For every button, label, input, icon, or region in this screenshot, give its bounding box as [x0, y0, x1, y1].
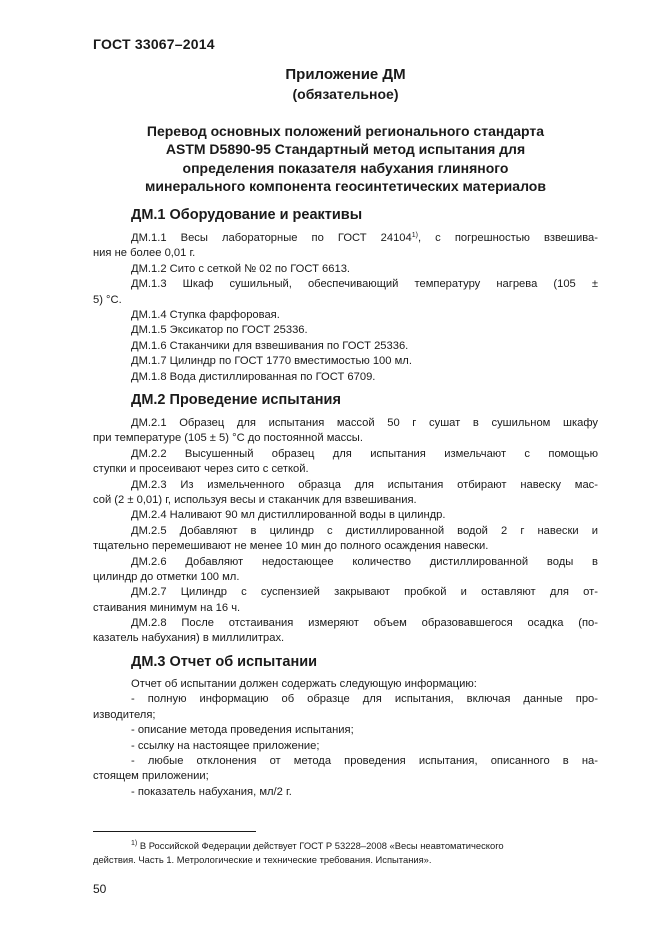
footnote-marker: 1): [131, 840, 138, 847]
paragraph-line: ДМ.1.7 Цилиндр по ГОСТ 1770 вместимостью 100 мл.: [131, 355, 412, 368]
section-heading-procedure: ДМ.2 Проведение испытания: [131, 392, 341, 408]
paragraph-line: ДМ.2.5 Добавляют в цилиндр с дистиллированной водой 2 г навески и: [131, 524, 598, 537]
paragraph-line: ДМ.2.1 Образец для испытания массой 50 г сушат в сушильном шкафу: [131, 417, 598, 429]
paragraph-line: ДМ.2.6 Добавляют недостающее количество дистиллированной воды в: [131, 555, 598, 568]
paragraph-line: 5) °С.: [93, 293, 122, 306]
paragraph-line: ДМ.2.7 Цилиндр с суспензией закрывают пробкой и оставляют для от-: [131, 586, 598, 599]
section-heading-equipment: ДМ.1 Оборудование и реактивы: [131, 207, 363, 223]
paragraph-line: ДМ.2.3 Из измельченного образца для испытания отбирают навеску мас-: [131, 478, 598, 491]
section-body-equipment: [93, 231, 598, 385]
standard-code: ГОСТ 33067–2014: [93, 36, 215, 52]
list-item: - показатель набухания, мл/2 г.: [131, 785, 292, 798]
paragraph-line: цилиндр до отметки 100 мл.: [93, 570, 240, 583]
list-item-continuation: стоящем приложении;: [93, 770, 209, 783]
paragraph-line: ния не более 0,01 г.: [93, 247, 196, 260]
paragraph-line: ДМ.1.5 Эксикатор по ГОСТ 25336.: [131, 324, 308, 337]
document-title-line: ASTM D5890-95 Стандартный метод испытания для: [165, 141, 526, 158]
list-item: - описание метода проведения испытания;: [131, 724, 354, 737]
paragraph-line: казатель набухания) в миллилитрах.: [93, 632, 285, 645]
paragraph-line: ДМ.1.3 Шкаф сушильный, обеспечивающий температуру нагрева (105 ±: [131, 278, 598, 291]
section-heading-report: ДМ.3 Отчет об испытании: [131, 654, 318, 670]
footnote: [93, 839, 598, 866]
paragraph-line: при температуре (105 ± 5) °С до постоянной массы.: [93, 432, 363, 445]
appendix-title: Приложение ДМ: [285, 66, 406, 83]
paragraph-line: Отчет об испытании должен содержать следующую информацию:: [131, 678, 477, 690]
document-title-line: минерального компонента геосинтетических материалов: [145, 178, 546, 195]
paragraph-line: ДМ.2.8 После отстаивания измеряют объем образовавшегося осадка (по-: [131, 617, 598, 630]
footnote-line: действия. Часть 1. Метрологические и технические требования. Испытания».: [93, 853, 432, 865]
list-item: - ссылку на настоящее приложение;: [131, 739, 320, 752]
paragraph-line: ДМ.1.6 Стаканчики для взвешивания по ГОСТ 25336.: [131, 339, 409, 352]
list-item-continuation: изводителя;: [93, 708, 156, 721]
paragraph-line: сой (2 ± 0,01) г, используя весы и стаканчик для взвешивания.: [93, 493, 417, 506]
page-number: 50: [93, 882, 107, 896]
section-body-report: [93, 677, 598, 800]
footnote-marker: 1): [411, 232, 418, 239]
paragraph-line: ДМ.1.1 Весы лабораторные по ГОСТ 24104$^{1)}$, с погрешностью взвешива-: [131, 232, 598, 244]
footnote-line: $^{1)}$ В Российской Федерации действует ГОСТ Р 53228–2008 «Весы неавтоматического: [131, 840, 504, 851]
paragraph-line: ступки и просеивают через сито с сеткой.: [93, 463, 309, 476]
list-item: - полную информацию об образце для испытания, включая данные про-: [131, 693, 598, 706]
appendix-status: (обязательное): [292, 86, 399, 102]
paragraph-line: тщательно перемешивают не менее 10 мин до полного осаждения навески.: [93, 540, 489, 553]
paragraph-line: ДМ.2.2 Высушенный образец для испытания измельчают с помощью: [131, 447, 598, 460]
paragraph-line: ДМ.1.8 Вода дистиллированная по ГОСТ 6709.: [131, 370, 376, 383]
paragraph-line: ДМ.2.4 Наливают 90 мл дистиллированной воды в цилиндр.: [131, 509, 446, 522]
section-body-procedure: [93, 416, 598, 647]
document-title-line: определения показателя набухания глиняного: [182, 159, 509, 176]
paragraph-line: ДМ.1.2 Сито с сеткой № 02 по ГОСТ 6613.: [131, 262, 351, 275]
paragraph-line: стаивания минимум на 16 ч.: [93, 601, 241, 614]
list-item: - любые отклонения от метода проведения испытания, описанного в на-: [131, 754, 598, 767]
paragraph-line: ДМ.1.4 Ступка фарфоровая.: [131, 308, 280, 321]
document-title: [93, 122, 598, 196]
footnote-divider: [93, 831, 256, 832]
document-title-line: Перевод основных положений регионального стандарта: [146, 123, 545, 139]
